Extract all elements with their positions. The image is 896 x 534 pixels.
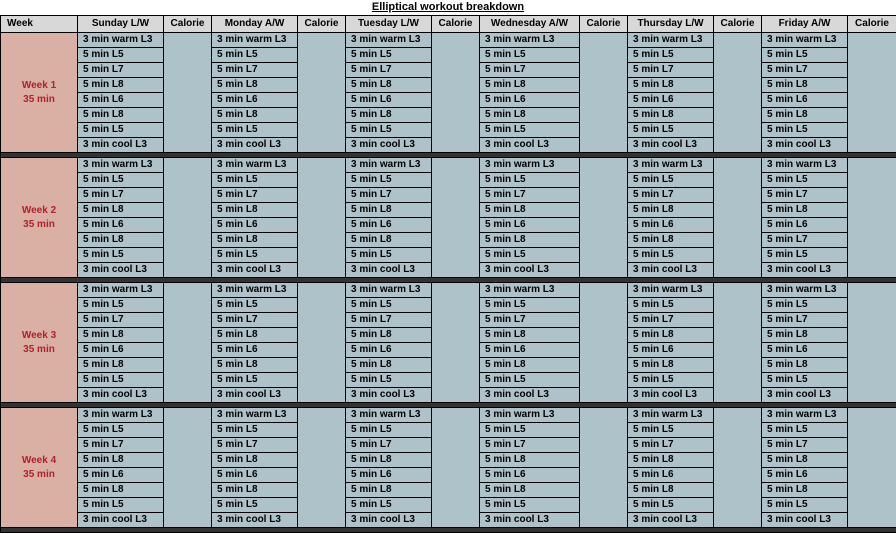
calorie-cell[interactable]: [714, 158, 762, 278]
workout-cell[interactable]: 5 min L5: [346, 48, 432, 63]
column-header-day: Friday A/W: [762, 16, 848, 33]
workout-cell[interactable]: 5 min L6: [78, 218, 164, 233]
workout-cell[interactable]: 3 min cool L3: [346, 513, 432, 528]
workout-cell[interactable]: 5 min L6: [480, 93, 580, 108]
workout-cell[interactable]: 5 min L6: [212, 468, 298, 483]
workout-cell[interactable]: 3 min cool L3: [480, 138, 580, 153]
column-header-day: Sunday L/W: [78, 16, 164, 33]
workout-cell[interactable]: 5 min L7: [480, 438, 580, 453]
workout-cell[interactable]: 3 min warm L3: [762, 158, 848, 173]
workout-cell[interactable]: 5 min L5: [628, 423, 714, 438]
workout-cell[interactable]: 5 min L5: [78, 48, 164, 63]
workout-cell[interactable]: 3 min warm L3: [212, 158, 298, 173]
header-row: [1, 16, 896, 33]
workout-cell[interactable]: 5 min L5: [628, 48, 714, 63]
workout-cell[interactable]: 5 min L8: [628, 78, 714, 93]
calorie-cell[interactable]: [164, 33, 212, 153]
workout-cell[interactable]: 5 min L8: [78, 328, 164, 343]
workout-cell[interactable]: 5 min L8: [762, 78, 848, 93]
workout-cell[interactable]: 3 min warm L3: [480, 283, 580, 298]
workout-cell[interactable]: 3 min warm L3: [628, 283, 714, 298]
workout-cell[interactable]: 5 min L5: [346, 373, 432, 388]
workout-cell[interactable]: 5 min L8: [480, 203, 580, 218]
workout-cell[interactable]: 5 min L8: [78, 233, 164, 248]
workout-cell[interactable]: 5 min L5: [628, 173, 714, 188]
calorie-cell[interactable]: [298, 33, 346, 153]
workout-cell[interactable]: 3 min warm L3: [480, 408, 580, 423]
calorie-cell[interactable]: [432, 408, 480, 528]
calorie-cell[interactable]: [298, 158, 346, 278]
workout-cell[interactable]: 5 min L8: [480, 108, 580, 123]
calorie-cell[interactable]: [714, 33, 762, 153]
workout-cell[interactable]: 5 min L7: [762, 188, 848, 203]
workout-cell[interactable]: 5 min L5: [480, 423, 580, 438]
workout-cell[interactable]: 5 min L8: [628, 203, 714, 218]
workout-cell[interactable]: 5 min L8: [346, 108, 432, 123]
workout-cell[interactable]: 5 min L5: [212, 48, 298, 63]
workout-cell[interactable]: 3 min warm L3: [212, 283, 298, 298]
workout-cell[interactable]: 5 min L5: [346, 173, 432, 188]
calorie-cell[interactable]: [164, 158, 212, 278]
workout-cell[interactable]: 5 min L8: [78, 453, 164, 468]
workout-cell[interactable]: 5 min L8: [212, 358, 298, 373]
workout-cell[interactable]: 3 min cool L3: [762, 513, 848, 528]
table-header: [1, 16, 896, 33]
workout-cell[interactable]: 5 min L8: [78, 78, 164, 93]
calorie-cell[interactable]: [298, 283, 346, 403]
week-label: Week 2: [21, 204, 57, 216]
workout-cell[interactable]: 5 min L5: [480, 373, 580, 388]
workout-cell[interactable]: 5 min L8: [480, 78, 580, 93]
workout-cell[interactable]: 5 min L6: [628, 343, 714, 358]
workout-cell[interactable]: 3 min cool L3: [628, 513, 714, 528]
table-row: [1, 33, 896, 48]
calorie-cell[interactable]: [580, 283, 628, 403]
calorie-cell[interactable]: [580, 158, 628, 278]
workout-cell[interactable]: 5 min L6: [346, 468, 432, 483]
workout-cell[interactable]: 5 min L5: [212, 423, 298, 438]
workout-cell[interactable]: 3 min warm L3: [762, 33, 848, 48]
workout-cell[interactable]: 5 min L7: [78, 313, 164, 328]
workout-cell[interactable]: 5 min L6: [480, 218, 580, 233]
table-row: [1, 283, 896, 298]
week-label: Week 4: [21, 454, 57, 466]
workout-cell[interactable]: 5 min L6: [762, 93, 848, 108]
workout-cell[interactable]: 3 min warm L3: [480, 33, 580, 48]
workout-cell[interactable]: 5 min L5: [78, 248, 164, 263]
week-label-cell: [1, 408, 78, 528]
workout-cell[interactable]: 3 min cool L3: [346, 138, 432, 153]
table-row: [1, 408, 896, 423]
workout-cell[interactable]: 3 min cool L3: [78, 263, 164, 278]
column-header-day: Wednesday A/W: [480, 16, 580, 33]
workout-cell[interactable]: 3 min warm L3: [78, 408, 164, 423]
workout-cell[interactable]: 5 min L5: [762, 248, 848, 263]
workout-cell[interactable]: 5 min L8: [762, 483, 848, 498]
workout-cell[interactable]: 5 min L5: [212, 173, 298, 188]
workout-cell[interactable]: 5 min L7: [78, 188, 164, 203]
week-label: Week 1: [21, 79, 57, 91]
workout-cell[interactable]: 5 min L8: [628, 483, 714, 498]
workout-cell[interactable]: 5 min L8: [762, 358, 848, 373]
calorie-cell[interactable]: [848, 283, 896, 403]
workout-cell[interactable]: 3 min warm L3: [628, 408, 714, 423]
calorie-cell[interactable]: [164, 408, 212, 528]
workout-cell[interactable]: 5 min L6: [346, 218, 432, 233]
calorie-cell[interactable]: [432, 33, 480, 153]
workout-cell[interactable]: 5 min L8: [78, 358, 164, 373]
workout-cell[interactable]: 5 min L6: [346, 343, 432, 358]
workout-cell[interactable]: 5 min L7: [762, 313, 848, 328]
workout-cell[interactable]: 3 min cool L3: [628, 263, 714, 278]
column-header-calorie: Calorie: [848, 16, 896, 33]
workout-cell[interactable]: 3 min warm L3: [212, 33, 298, 48]
workout-cell[interactable]: 3 min warm L3: [480, 158, 580, 173]
workout-cell[interactable]: 3 min cool L3: [78, 388, 164, 403]
workout-cell[interactable]: 5 min L8: [628, 108, 714, 123]
calorie-cell[interactable]: [164, 283, 212, 403]
workout-cell[interactable]: 5 min L5: [346, 423, 432, 438]
workout-cell[interactable]: 3 min cool L3: [346, 388, 432, 403]
workout-cell[interactable]: 3 min cool L3: [628, 388, 714, 403]
workout-cell[interactable]: 5 min L8: [480, 233, 580, 248]
workout-cell[interactable]: 5 min L8: [212, 453, 298, 468]
workout-cell[interactable]: 5 min L7: [480, 188, 580, 203]
workout-cell[interactable]: 5 min L6: [78, 93, 164, 108]
column-header-calorie: Calorie: [164, 16, 212, 33]
workout-cell[interactable]: 5 min L7: [480, 63, 580, 78]
workout-cell[interactable]: 5 min L8: [78, 483, 164, 498]
workout-cell[interactable]: 5 min L7: [628, 313, 714, 328]
workout-cell[interactable]: 5 min L6: [480, 468, 580, 483]
workout-cell[interactable]: 3 min warm L3: [346, 283, 432, 298]
workout-cell[interactable]: 5 min L8: [762, 108, 848, 123]
column-header-day: Monday A/W: [212, 16, 298, 33]
workout-cell[interactable]: 5 min L5: [78, 123, 164, 138]
workout-cell[interactable]: 5 min L7: [762, 63, 848, 78]
workout-cell[interactable]: 5 min L8: [212, 78, 298, 93]
workout-cell[interactable]: 5 min L8: [480, 358, 580, 373]
workout-cell[interactable]: 3 min cool L3: [628, 138, 714, 153]
separator-bar: [1, 528, 896, 533]
workout-cell[interactable]: 5 min L8: [212, 203, 298, 218]
workout-table: [0, 15, 896, 533]
workout-cell[interactable]: 5 min L6: [212, 343, 298, 358]
workout-cell[interactable]: 5 min L5: [212, 123, 298, 138]
workout-cell[interactable]: 3 min cool L3: [480, 263, 580, 278]
workout-cell[interactable]: 5 min L5: [78, 298, 164, 313]
workout-cell[interactable]: 5 min L8: [346, 483, 432, 498]
calorie-cell[interactable]: [848, 158, 896, 278]
workout-cell[interactable]: 5 min L7: [346, 438, 432, 453]
workout-cell[interactable]: 5 min L8: [346, 358, 432, 373]
workout-cell[interactable]: 3 min cool L3: [212, 263, 298, 278]
workout-cell[interactable]: 5 min L8: [346, 328, 432, 343]
workout-cell[interactable]: 3 min warm L3: [78, 158, 164, 173]
workout-cell[interactable]: 5 min L5: [762, 498, 848, 513]
workout-cell[interactable]: 5 min L7: [762, 438, 848, 453]
column-header-calorie: Calorie: [298, 16, 346, 33]
workout-cell[interactable]: 5 min L7: [346, 63, 432, 78]
workout-cell[interactable]: 5 min L6: [762, 343, 848, 358]
calorie-cell[interactable]: [714, 283, 762, 403]
workout-cell[interactable]: 5 min L7: [212, 313, 298, 328]
workout-cell[interactable]: 3 min cool L3: [480, 388, 580, 403]
workout-cell[interactable]: 3 min cool L3: [212, 138, 298, 153]
workout-cell[interactable]: 5 min L5: [480, 48, 580, 63]
workout-cell[interactable]: 3 min cool L3: [762, 263, 848, 278]
workout-cell[interactable]: 5 min L7: [212, 63, 298, 78]
workout-cell[interactable]: 5 min L7: [78, 438, 164, 453]
workout-cell[interactable]: 5 min L8: [78, 203, 164, 218]
workout-cell[interactable]: 5 min L8: [346, 233, 432, 248]
calorie-cell[interactable]: [432, 283, 480, 403]
workout-cell[interactable]: 5 min L5: [628, 123, 714, 138]
workout-cell[interactable]: 5 min L8: [212, 483, 298, 498]
week-label-cell: [1, 158, 78, 278]
calorie-cell[interactable]: [432, 158, 480, 278]
workout-cell[interactable]: 5 min L7: [346, 188, 432, 203]
workout-cell[interactable]: 5 min L7: [212, 438, 298, 453]
workout-cell[interactable]: 5 min L5: [762, 298, 848, 313]
calorie-cell[interactable]: [848, 408, 896, 528]
workout-cell[interactable]: 5 min L5: [78, 498, 164, 513]
workout-cell[interactable]: 5 min L8: [346, 203, 432, 218]
workout-cell[interactable]: 5 min L8: [762, 203, 848, 218]
workout-cell[interactable]: 5 min L5: [346, 248, 432, 263]
column-header-calorie: Calorie: [432, 16, 480, 33]
workout-cell[interactable]: 5 min L8: [212, 108, 298, 123]
workout-cell[interactable]: 3 min warm L3: [762, 283, 848, 298]
workout-cell[interactable]: 5 min L5: [762, 373, 848, 388]
workout-cell[interactable]: 3 min warm L3: [628, 33, 714, 48]
week-label-cell: [1, 283, 78, 403]
workout-cell[interactable]: 3 min cool L3: [762, 138, 848, 153]
workout-cell[interactable]: 5 min L6: [628, 468, 714, 483]
workout-cell[interactable]: 5 min L5: [346, 123, 432, 138]
workout-cell[interactable]: 5 min L5: [762, 423, 848, 438]
column-header-calorie: Calorie: [580, 16, 628, 33]
workout-cell[interactable]: 5 min L8: [212, 233, 298, 248]
workout-cell[interactable]: 5 min L6: [212, 93, 298, 108]
table-body: [1, 33, 896, 533]
workout-cell[interactable]: 5 min L5: [212, 298, 298, 313]
workout-cell[interactable]: 5 min L6: [628, 93, 714, 108]
workout-cell[interactable]: 5 min L5: [480, 498, 580, 513]
workout-cell[interactable]: 5 min L6: [78, 343, 164, 358]
workout-cell[interactable]: 3 min warm L3: [762, 408, 848, 423]
workout-cell[interactable]: 5 min L5: [480, 298, 580, 313]
workout-cell[interactable]: 5 min L5: [628, 498, 714, 513]
workout-cell[interactable]: 5 min L5: [628, 298, 714, 313]
workout-cell[interactable]: 3 min warm L3: [78, 33, 164, 48]
workout-cell[interactable]: 5 min L5: [762, 123, 848, 138]
workout-cell[interactable]: 5 min L5: [78, 373, 164, 388]
workout-cell[interactable]: 3 min cool L3: [78, 513, 164, 528]
workout-cell[interactable]: 5 min L8: [78, 108, 164, 123]
workout-cell[interactable]: 5 min L6: [78, 468, 164, 483]
calorie-cell[interactable]: [714, 408, 762, 528]
workout-cell[interactable]: 5 min L8: [628, 233, 714, 248]
workout-cell[interactable]: 5 min L6: [762, 468, 848, 483]
workout-cell[interactable]: 5 min L5: [212, 248, 298, 263]
week-duration: 35 min: [23, 218, 55, 230]
workout-cell[interactable]: 5 min L5: [480, 173, 580, 188]
workout-cell[interactable]: 5 min L5: [480, 248, 580, 263]
column-header-week: Week: [1, 16, 78, 33]
workout-cell[interactable]: 3 min cool L3: [212, 388, 298, 403]
workout-cell[interactable]: 5 min L8: [480, 328, 580, 343]
workout-cell[interactable]: 5 min L5: [346, 498, 432, 513]
workout-cell[interactable]: 5 min L7: [346, 313, 432, 328]
workout-cell[interactable]: 3 min cool L3: [212, 513, 298, 528]
workout-cell[interactable]: 5 min L8: [346, 453, 432, 468]
workout-cell[interactable]: 5 min L8: [628, 358, 714, 373]
workout-cell[interactable]: 5 min L6: [628, 218, 714, 233]
workout-cell[interactable]: 5 min L7: [762, 233, 848, 248]
calorie-cell[interactable]: [580, 408, 628, 528]
workout-cell[interactable]: 5 min L8: [762, 328, 848, 343]
workout-cell[interactable]: 5 min L5: [212, 498, 298, 513]
workout-cell[interactable]: 3 min warm L3: [78, 283, 164, 298]
workout-cell[interactable]: 5 min L8: [480, 483, 580, 498]
workout-cell[interactable]: 3 min cool L3: [762, 388, 848, 403]
workout-cell[interactable]: 5 min L8: [346, 78, 432, 93]
calorie-cell[interactable]: [848, 33, 896, 153]
workout-cell[interactable]: 5 min L5: [762, 173, 848, 188]
workout-cell[interactable]: 5 min L5: [346, 298, 432, 313]
week-label-cell: [1, 33, 78, 153]
workout-cell[interactable]: 5 min L5: [212, 373, 298, 388]
column-header-day: Thursday L/W: [628, 16, 714, 33]
workout-cell[interactable]: 5 min L8: [762, 453, 848, 468]
workout-cell[interactable]: 5 min L7: [628, 438, 714, 453]
workout-cell[interactable]: 5 min L6: [762, 218, 848, 233]
workout-cell[interactable]: 3 min warm L3: [346, 158, 432, 173]
calorie-cell[interactable]: [298, 408, 346, 528]
week-duration: 35 min: [23, 468, 55, 480]
column-header-calorie: Calorie: [714, 16, 762, 33]
column-header-day: Tuesday L/W: [346, 16, 432, 33]
workout-cell[interactable]: 3 min warm L3: [346, 33, 432, 48]
workout-cell[interactable]: 5 min L6: [480, 343, 580, 358]
week-separator: [1, 528, 896, 533]
sheet-title: Elliptical workout breakdown: [371, 1, 525, 13]
workout-cell[interactable]: 5 min L5: [480, 123, 580, 138]
workout-cell[interactable]: 3 min warm L3: [628, 158, 714, 173]
workout-cell[interactable]: 5 min L6: [212, 218, 298, 233]
workout-cell[interactable]: 3 min warm L3: [346, 408, 432, 423]
workout-cell[interactable]: 3 min warm L3: [212, 408, 298, 423]
week-duration: 35 min: [23, 343, 55, 355]
workout-cell[interactable]: 5 min L6: [346, 93, 432, 108]
workout-cell[interactable]: 5 min L5: [78, 173, 164, 188]
week-duration: 35 min: [23, 93, 55, 105]
workout-cell[interactable]: 5 min L5: [762, 48, 848, 63]
workout-cell[interactable]: 5 min L8: [212, 328, 298, 343]
calorie-cell[interactable]: [580, 33, 628, 153]
workout-cell[interactable]: 3 min cool L3: [78, 138, 164, 153]
workout-cell[interactable]: 5 min L5: [628, 248, 714, 263]
workout-cell[interactable]: 5 min L8: [628, 328, 714, 343]
workout-cell[interactable]: 5 min L7: [480, 313, 580, 328]
workout-cell[interactable]: 5 min L5: [78, 423, 164, 438]
workout-cell[interactable]: 5 min L7: [628, 63, 714, 78]
workout-cell[interactable]: 5 min L7: [212, 188, 298, 203]
workout-cell[interactable]: 5 min L8: [628, 453, 714, 468]
workout-cell[interactable]: 5 min L7: [78, 63, 164, 78]
workout-cell[interactable]: 5 min L8: [480, 453, 580, 468]
workout-cell[interactable]: 5 min L5: [628, 373, 714, 388]
week-label: Week 3: [21, 329, 57, 341]
workout-cell[interactable]: 5 min L7: [628, 188, 714, 203]
table-row: [1, 158, 896, 173]
workout-cell[interactable]: 3 min cool L3: [346, 263, 432, 278]
workout-cell[interactable]: 3 min cool L3: [480, 513, 580, 528]
